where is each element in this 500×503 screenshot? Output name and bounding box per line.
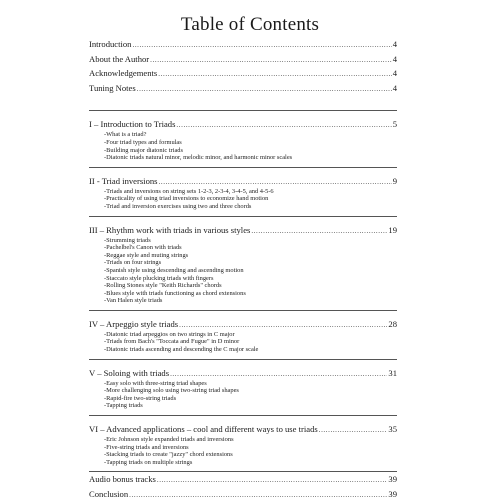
subtopic-item: -Five-string triads and inversions xyxy=(104,443,189,451)
section-divider xyxy=(89,359,397,360)
subtopic-list xyxy=(89,436,397,471)
entry-label: Acknowledgements xyxy=(89,68,158,79)
subtopic-item: -Stacking triads to create "jazzy" chord extensions xyxy=(104,451,233,459)
toc-entry[interactable] xyxy=(89,53,397,68)
page-number: 4 xyxy=(392,53,397,64)
entry-label: About the Author xyxy=(89,53,150,64)
entry-label: I – Introduction to Triads xyxy=(89,119,176,130)
subtopic-item: -Four triad types and formulas xyxy=(104,138,182,146)
toc-entry[interactable] xyxy=(89,82,397,97)
chapter-group xyxy=(89,118,397,166)
page-number: 9 xyxy=(392,175,397,186)
entry-label: IV – Arpeggio style triads xyxy=(89,318,179,329)
dot-leader xyxy=(150,54,392,68)
subtopic-list xyxy=(89,331,397,359)
page-title: Table of Contents xyxy=(180,14,320,35)
subtopic-list xyxy=(89,131,397,166)
chapter-entry[interactable] xyxy=(89,224,397,237)
section-divider xyxy=(89,167,397,168)
entry-label: Conclusion xyxy=(89,489,129,499)
chapter-entry[interactable] xyxy=(89,367,397,380)
subtopic-item: -Triad and inversion exercises using two and three chords xyxy=(104,202,252,210)
dot-leader xyxy=(158,68,391,82)
subtopic-item: -Staccato style plucking triads with fingers xyxy=(104,274,214,282)
section-divider xyxy=(89,471,397,472)
chapter-group xyxy=(89,224,397,310)
subtopic-item: -Tapping triads xyxy=(104,402,143,410)
toc-entry[interactable] xyxy=(89,67,397,82)
subtopic-item: -Triads on four strings xyxy=(104,259,162,267)
subtopic-item: -Triads from Bach's "Toccata and Fugue" in D minor xyxy=(104,338,240,346)
page-number: 28 xyxy=(388,318,397,329)
subtopic-list xyxy=(89,188,397,216)
subtopic-item: -More challenging solo using two-string triad shapes xyxy=(104,387,239,395)
section-divider xyxy=(89,415,397,416)
entry-label: V – Soloing with triads xyxy=(89,367,170,378)
table-of-contents xyxy=(89,38,397,503)
section-divider xyxy=(89,110,397,111)
subtopic-item: -Blues style with triads functioning as chord extensions xyxy=(104,289,246,297)
page-number: 4 xyxy=(392,68,397,79)
page-number: 5 xyxy=(392,119,397,130)
chapter-list xyxy=(89,110,397,471)
page-number: 4 xyxy=(392,82,397,93)
subtopic-item: -Rapid-fire two-string triads xyxy=(104,394,177,402)
chapter-entry[interactable] xyxy=(89,118,397,131)
subtopic-item: -Spanish style using descending and ascending motion xyxy=(104,266,244,274)
entry-label: VI – Advanced applications – cool and different ways to use triads xyxy=(89,424,318,435)
chapter-group xyxy=(89,318,397,359)
dot-leader xyxy=(176,119,391,131)
toc-entry[interactable] xyxy=(89,488,397,503)
front-matter-list xyxy=(89,38,397,96)
page-number: 35 xyxy=(388,424,397,435)
back-matter-list xyxy=(89,473,397,502)
subtopic-item: -Diatonic triads ascending and descending the C major scale xyxy=(104,346,259,354)
chapter-entry[interactable] xyxy=(89,423,397,436)
subtopic-item: -Building major diatonic triads xyxy=(104,146,183,154)
page-number: 19 xyxy=(388,224,397,235)
chapter-entry[interactable] xyxy=(89,318,397,331)
section-divider xyxy=(89,216,397,217)
subtopic-item: -Triads and inversions on string sets 1-2-3, 2-3-4, 3-4-5, and 4-5-6 xyxy=(104,187,274,195)
subtopic-item: -Reggae style and muting strings xyxy=(104,251,189,259)
entry-label: III – Rhythm work with triads in various styles xyxy=(89,224,251,235)
toc-entry[interactable] xyxy=(89,473,397,488)
subtopic-item: -What is a triad? xyxy=(104,131,147,139)
subtopic-list xyxy=(89,380,397,415)
dot-leader xyxy=(137,83,392,97)
subtopic-item: -Tapping triads on multiple strings xyxy=(104,458,193,466)
dot-leader xyxy=(159,176,392,188)
page-number: 39 xyxy=(388,474,397,485)
page-number: 31 xyxy=(388,367,397,378)
page-number: 4 xyxy=(392,39,397,49)
subtopic-item: -Practicality of using triad inversions to economize hand motion xyxy=(104,195,269,203)
dot-leader xyxy=(319,424,388,436)
dot-leader xyxy=(132,39,391,53)
subtopic-item: -Rolling Stones style "Keith Richards" chords xyxy=(104,282,222,290)
subtopic-item: -Diatonic triads natural minor, melodic minor, and harmonic minor scales xyxy=(104,154,293,162)
chapter-entry[interactable] xyxy=(89,175,397,188)
chapter-group xyxy=(89,367,397,415)
toc-entry[interactable] xyxy=(89,38,397,53)
entry-label: Introduction xyxy=(89,39,132,49)
dot-leader xyxy=(179,319,387,331)
subtopic-item: -Pachelbel's Canon with triads xyxy=(104,244,182,252)
entry-label: Tuning Notes xyxy=(89,82,136,93)
dot-leader xyxy=(129,489,387,503)
chapter-group xyxy=(89,423,397,471)
subtopic-item: -Easy solo with three-string triad shapes xyxy=(104,379,207,387)
subtopic-item: -Diatonic triad arpeggios on two strings in C major xyxy=(104,330,235,338)
dot-leader xyxy=(170,368,387,380)
subtopic-item: -Strumming triads xyxy=(104,236,151,244)
subtopic-item: -Van Halen style triads xyxy=(104,297,163,305)
subtopic-list xyxy=(89,237,397,310)
entry-label: II - Triad inversions xyxy=(89,175,158,186)
dot-leader xyxy=(157,474,388,488)
page-number: 39 xyxy=(388,489,397,499)
entry-label: Audio bonus tracks xyxy=(89,474,156,485)
dot-leader xyxy=(251,225,387,237)
subtopic-item: -Eric Johnson style expanded triads and inversions xyxy=(104,436,234,444)
section-divider xyxy=(89,310,397,311)
chapter-group xyxy=(89,175,397,216)
